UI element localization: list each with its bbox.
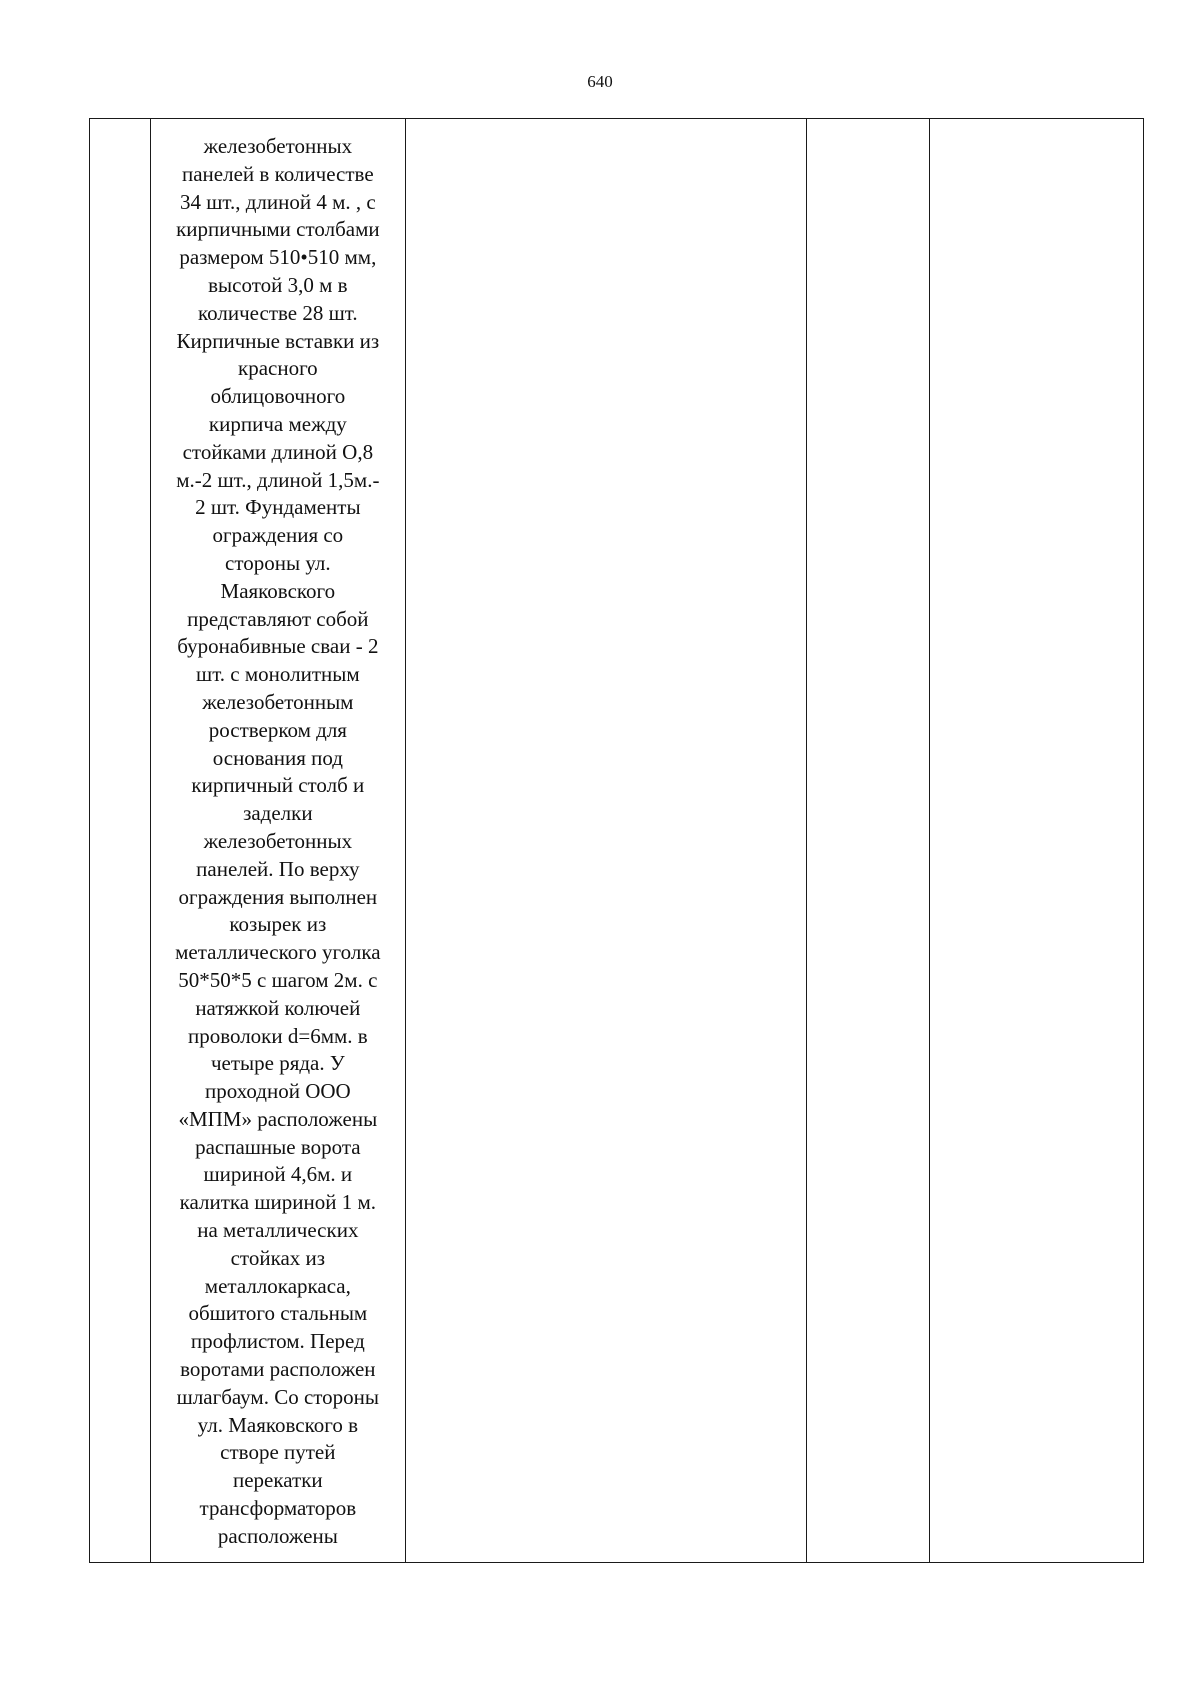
description-line: проволоки d=6мм. в: [187, 1023, 368, 1048]
table-cell-empty-4: [807, 119, 929, 1563]
description-line: панелей. По верху: [196, 856, 360, 881]
description-line: ростверком для: [208, 717, 347, 742]
description-line: железобетонных: [203, 134, 353, 158]
description-line: натяжкой колючей: [195, 995, 361, 1020]
description-line: калитка шириной 1 м.: [179, 1190, 377, 1215]
description-line: 34 шт., длиной 4 м. , с: [179, 189, 376, 214]
description-line: Кирпичные вставки из: [176, 328, 380, 353]
description-line: стойками длиной О,8: [182, 439, 374, 464]
description-line: основания под: [212, 745, 343, 770]
description-line: 50*50*5 с шагом 2м. с: [178, 967, 378, 992]
description-line: красного: [238, 356, 318, 381]
description-line: высотой 3,0 м в: [208, 272, 348, 297]
table-row: [90, 119, 1144, 1563]
description-line: козырек из: [229, 912, 327, 937]
description-line: перекатки: [233, 1468, 323, 1493]
description-line: стороны ул.: [225, 550, 331, 575]
description-line: кирпичными столбами: [176, 217, 380, 242]
description-line: 2 шт. Фундаменты: [195, 495, 361, 520]
description-line: створе путей: [220, 1440, 336, 1465]
description-line: заделки: [243, 801, 313, 826]
description-line: трансформаторов: [199, 1496, 357, 1521]
description-line: металлического уголка: [175, 940, 381, 965]
description-line: ограждения выполнен: [178, 884, 378, 909]
description-line: Маяковского: [220, 578, 336, 603]
description-line: м.-2 шт., длиной 1,5м.-: [176, 467, 380, 492]
table-cell-number: [90, 119, 151, 1563]
description-line: облицовочного: [210, 384, 346, 409]
description-line: на металлических: [197, 1218, 359, 1243]
table-cell-empty-3: [405, 119, 807, 1563]
description-line: «МПМ» расположены: [178, 1106, 378, 1131]
table-cell-description: [151, 119, 405, 1563]
description-line: панелей в количестве: [182, 161, 374, 186]
description-line: воротами расположен: [180, 1357, 376, 1382]
description-line: профлистом. Перед: [190, 1329, 365, 1354]
description-line: обшитого стальным: [188, 1301, 368, 1326]
table-cell-empty-5: [929, 119, 1143, 1563]
description-line: шириной 4,6м. и: [203, 1162, 353, 1187]
description-line: шлагбаум. Со стороны: [176, 1384, 380, 1409]
description-line: железобетонным: [202, 689, 354, 714]
description-line: ограждения со: [212, 523, 344, 548]
description-line: распашные ворота: [195, 1134, 361, 1159]
description-line: буронабивные сваи - 2: [177, 634, 379, 659]
description-line: расположены: [217, 1523, 338, 1548]
description-line: кирпичный столб и: [191, 773, 365, 798]
description-line: размером 510•510 мм,: [179, 245, 377, 270]
description-line: количестве 28 шт.: [198, 300, 358, 325]
description-line: четыре ряда. У: [210, 1051, 345, 1076]
description-line: железобетонных: [203, 828, 353, 853]
description-line: шт. с монолитным: [196, 662, 360, 687]
document-table: [89, 118, 1144, 1563]
description-line: представляют собой: [187, 606, 369, 631]
description-line: ул. Маяковского в: [197, 1412, 359, 1437]
description-line: металлокаркаса,: [204, 1273, 351, 1298]
description-line: кирпича между: [208, 411, 347, 436]
description-line: стойках из: [230, 1245, 326, 1270]
description-line: проходной ООО: [204, 1079, 351, 1104]
page-number: 640: [587, 72, 613, 91]
